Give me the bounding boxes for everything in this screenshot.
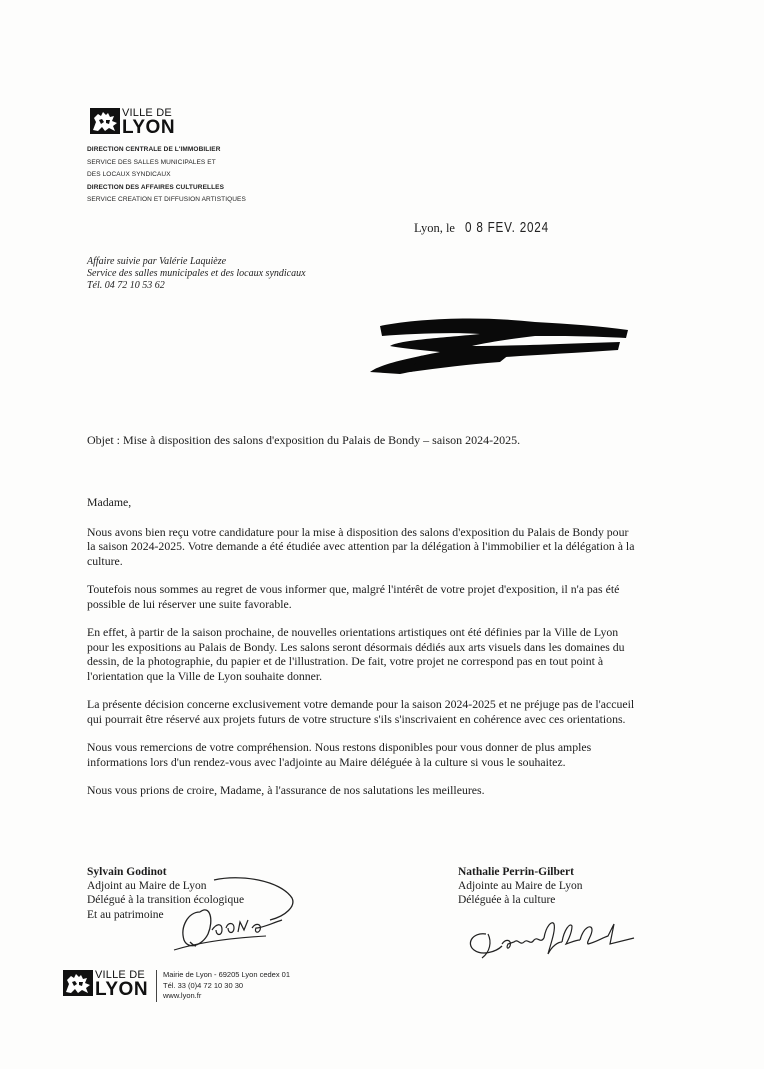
footer-logo — [63, 970, 148, 999]
logo-lyon: LYON — [95, 979, 149, 1000]
signatory-title: Déléguée à la culture — [458, 894, 556, 907]
case-handler-line: Tél. 04 72 10 53 62 — [87, 280, 165, 291]
date-line — [414, 219, 573, 236]
case-handler-line: Affaire suivie par Valérie Laquièze — [87, 256, 227, 267]
signatory-title: Adjointe au Maire de Lyon — [458, 880, 583, 893]
redacted-recipient — [360, 312, 640, 382]
footer-address: Mairie de Lyon - 69205 Lyon cedex 01 — [163, 970, 291, 979]
handwritten-signature-left — [170, 872, 300, 962]
case-handler-line: Service des salles municipales et des locaux syndicaux — [87, 268, 306, 279]
paragraph: Nous avons bien reçu votre candidature pour la mise à disposition des salons d'exposition du Palais de Bondy pour la saison 2024-2025. Votre demande a été étudiée avec attention par la délégation à l'immobilier et la délégation à la culture. — [87, 524, 635, 568]
letter-body — [87, 495, 637, 812]
lyon-lion-emblem-icon — [90, 108, 120, 134]
footer-phone: Tél. 33 (0)4 72 10 30 30 — [163, 980, 244, 990]
logo-ville-de: VILLE DE — [95, 969, 145, 981]
paragraph: Nous vous prions de croire, Madame, à l'assurance de nos salutations les meilleures. — [87, 783, 485, 797]
logo-lyon: LYON — [122, 117, 176, 138]
letter-subject: Objet : Mise à disposition des salons d'exposition du Palais de Bondy – saison 2024-2025. — [87, 433, 521, 447]
logo-ville-de: VILLE DE — [122, 107, 172, 119]
salutation: Madame, — [87, 495, 132, 509]
paragraph: En effet, à partir de la saison prochaine, de nouvelles orientations artistiques ont été définies par la Ville de Lyon pour les expositions au Palais de Bondy. Les salons seront désormais dédiés aux arts visuels dans les domaines du dessin, de la photographie, du papier et de l'illustration. De fait, votre projet ne correspond pas en tout point à l'orientation que la Ville de Lyon souhaite donner. — [87, 625, 625, 683]
lyon-lion-emblem-icon — [63, 970, 93, 996]
handwritten-signature-right — [462, 912, 642, 968]
signatory-title: Et au patrimoine — [87, 908, 164, 921]
case-handler-block — [87, 256, 306, 292]
footer-contact — [163, 970, 290, 1002]
department-block — [87, 144, 246, 207]
signatory-right — [458, 865, 583, 908]
footer-website: www.lyon.fr — [163, 991, 202, 1000]
department-line: SERVICE CREATION ET DIFFUSION ARTISTIQUES — [87, 196, 246, 203]
department-line: DES LOCAUX SYNDICAUX — [87, 171, 171, 178]
paragraph: Nous vous remercions de votre compréhension. Nous restons disponibles pour vous donner de plus amples informations lors d'un rendez-vous avec l'adjointe au Maire déléguée à la culture si vous le souhaitez. — [87, 740, 592, 769]
signatory-name: Nathalie Perrin-Gilbert — [458, 866, 574, 878]
department-line: DIRECTION DES AFFAIRES CULTURELLES — [87, 183, 225, 191]
signatory-title: Délégué à la transition écologique — [87, 894, 245, 907]
date-stamp: 0 8 FEV. 2024 — [464, 219, 549, 236]
paragraph: Toutefois nous sommes au regret de vous informer que, malgré l'intérêt de votre projet d'exposition, il n'a pas été possible de lui réserver une suite favorable. — [87, 582, 620, 611]
department-line: DIRECTION CENTRALE DE L'IMMOBILIER — [87, 146, 221, 153]
header-logo — [90, 108, 175, 137]
department-line: SERVICE DES SALLES MUNICIPALES ET — [87, 158, 216, 166]
signatory-name: Sylvain Godinot — [87, 866, 167, 878]
paragraph: La présente décision concerne exclusivement votre demande pour la saison 2024-2025 et ne préjuge pas de l'accueil qui pourrait être réservé aux projets futurs de votre structure s'ils s'inscrivaient en cohérence avec ces orientations. — [87, 697, 635, 726]
footer-separator — [156, 970, 157, 1002]
date-prefix: Lyon, le — [414, 221, 455, 235]
signatory-title: Adjoint au Maire de Lyon — [87, 880, 207, 893]
